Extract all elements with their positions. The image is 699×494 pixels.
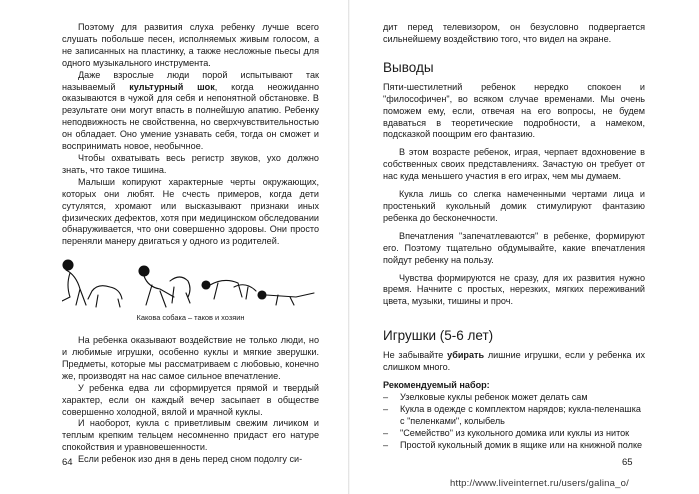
- paragraph: Впечатления "запечатлеваются" в ребенке, формируют его. Поэтому тщательно обдумывайте, какие впечатления пойдут ребенку на пользу.: [383, 230, 645, 265]
- left-text-column: [62, 22, 319, 466]
- bold-term: культурный шок: [129, 81, 215, 92]
- illustration-caption: Какова собака – таков и хозяин: [136, 313, 245, 323]
- recommended-set-title: Рекомендуемый набор:: [383, 380, 490, 391]
- paragraph: Если ребенок изо дня в день перед сном подолгу си-: [78, 454, 303, 465]
- list-item: – "Семейство" из кукольного домика или куклы из ниток: [383, 428, 645, 440]
- right-text-column: [383, 22, 645, 451]
- right-page: [350, 0, 699, 494]
- source-watermark: http://www.liveinternet.ru/users/galina_o/: [450, 478, 629, 489]
- paragraph-remove-toys: [383, 350, 645, 374]
- dogs-and-owners-illustration: [62, 253, 319, 309]
- section-heading: Выводы: [383, 59, 434, 75]
- text-run: лишние игрушки, если у ребенка их слишком много.: [383, 350, 645, 373]
- paragraph: Чувства формируются не сразу, для их развития нужно время. Начните с простых, нерезких, мягких переживаний цвета, музыки, тишины и проч.: [383, 272, 645, 307]
- paragraph: дит перед телевизором, он безусловно подвергается сильнейшему воздействию того, что видел на экране.: [383, 22, 645, 44]
- list-item: – Кукла в одежде с комплектом нарядов; кукла-пеленашка с "пеленками", колыбель: [383, 404, 645, 428]
- paragraph: Поэтому для развития слуха ребенку лучше всего слушать побольше песен, исполняемых живым голосом, а не записанных на пластинку, а также несложные пьесы для одного музыкального инструмента.: [62, 22, 319, 68]
- paragraph: В этом возрасте ребенок, играя, черпает вдохновение в собственных своих представлениях. Зачастую он требует от нас куда меньшего участия в его играх, чем мы думаем.: [383, 147, 645, 182]
- paragraph: На ребенка оказывают воздействие не только люди, но и любимые игрушки, особенно куклы и мягкие зверушки. Предметы, которые мы рассматриваем с любовью, конечно же, производят на нас самое сильное впечатление.: [62, 335, 319, 381]
- paragraph: У ребенка едва ли сформируется прямой и твердый характер, если он каждый вечер засыпает в обществе совершенно холодной, вялой и мрачной куклы.: [62, 382, 319, 417]
- paragraph: Чтобы охватывать весь регистр звуков, ухо должно знать, что такое тишина.: [62, 152, 319, 175]
- left-page: [0, 0, 349, 494]
- text-run: , когда неожиданно оказываются в чужой для себя и непонятной обстановке. В результате они могут впасть в полнейшую апатию. Ребенку неподвижность не свойственна, но сверхчувствительностью он обладает. Оно умение узнавать себя, тогда он сможет и воспринимать новое, необычное.: [62, 81, 319, 152]
- paragraph: Малыши копируют характерные черты окружающих, которых они любят. Не счесть примеров, когда дети сутулятся, хромают или высказывают признаки иных физических дефектов, хотя при медицинском обследовании обнаруживается, что они совершенно здоровы. Они просто переняли манеру двигаться у одного из родителей.: [62, 176, 319, 247]
- paragraph-culture-shock: [62, 70, 319, 153]
- bold-term: убирать: [447, 350, 485, 361]
- text-run: Не забывайте: [383, 350, 448, 361]
- paragraph: Кукла лишь со слегка намеченными чертами лица и простенький кукольный домик стимулируют фантазию ребенка до бесконечности.: [383, 189, 645, 223]
- paragraph: И наоборот, кукла с приветливым свежим личиком и теплым крепким тельцем несомненно придаст его натуре спокойствия и уравновешенности.: [62, 418, 319, 453]
- page-number: 64: [62, 457, 73, 468]
- page-number: 65: [622, 457, 633, 468]
- section-heading: Игрушки (5-6 лет): [383, 328, 494, 344]
- recommended-list: [383, 392, 645, 452]
- paragraph: Пяти-шестилетний ребенок нередко спокоен и "философичен", во всяком случае временами. Мы очень поможем ему, если, отвечая на его вопросы, не будем вдаваться в теоретические подробности, а намеком, подсказкой поощрим его фантазию.: [383, 81, 645, 140]
- text-run: Даже взрослые люди порой испытывают так называемый: [62, 69, 319, 92]
- list-item: – Простой кукольный домик в ящике или на книжной полке: [383, 440, 645, 452]
- list-item: – Узелковые куклы ребенок может делать сам: [383, 392, 645, 404]
